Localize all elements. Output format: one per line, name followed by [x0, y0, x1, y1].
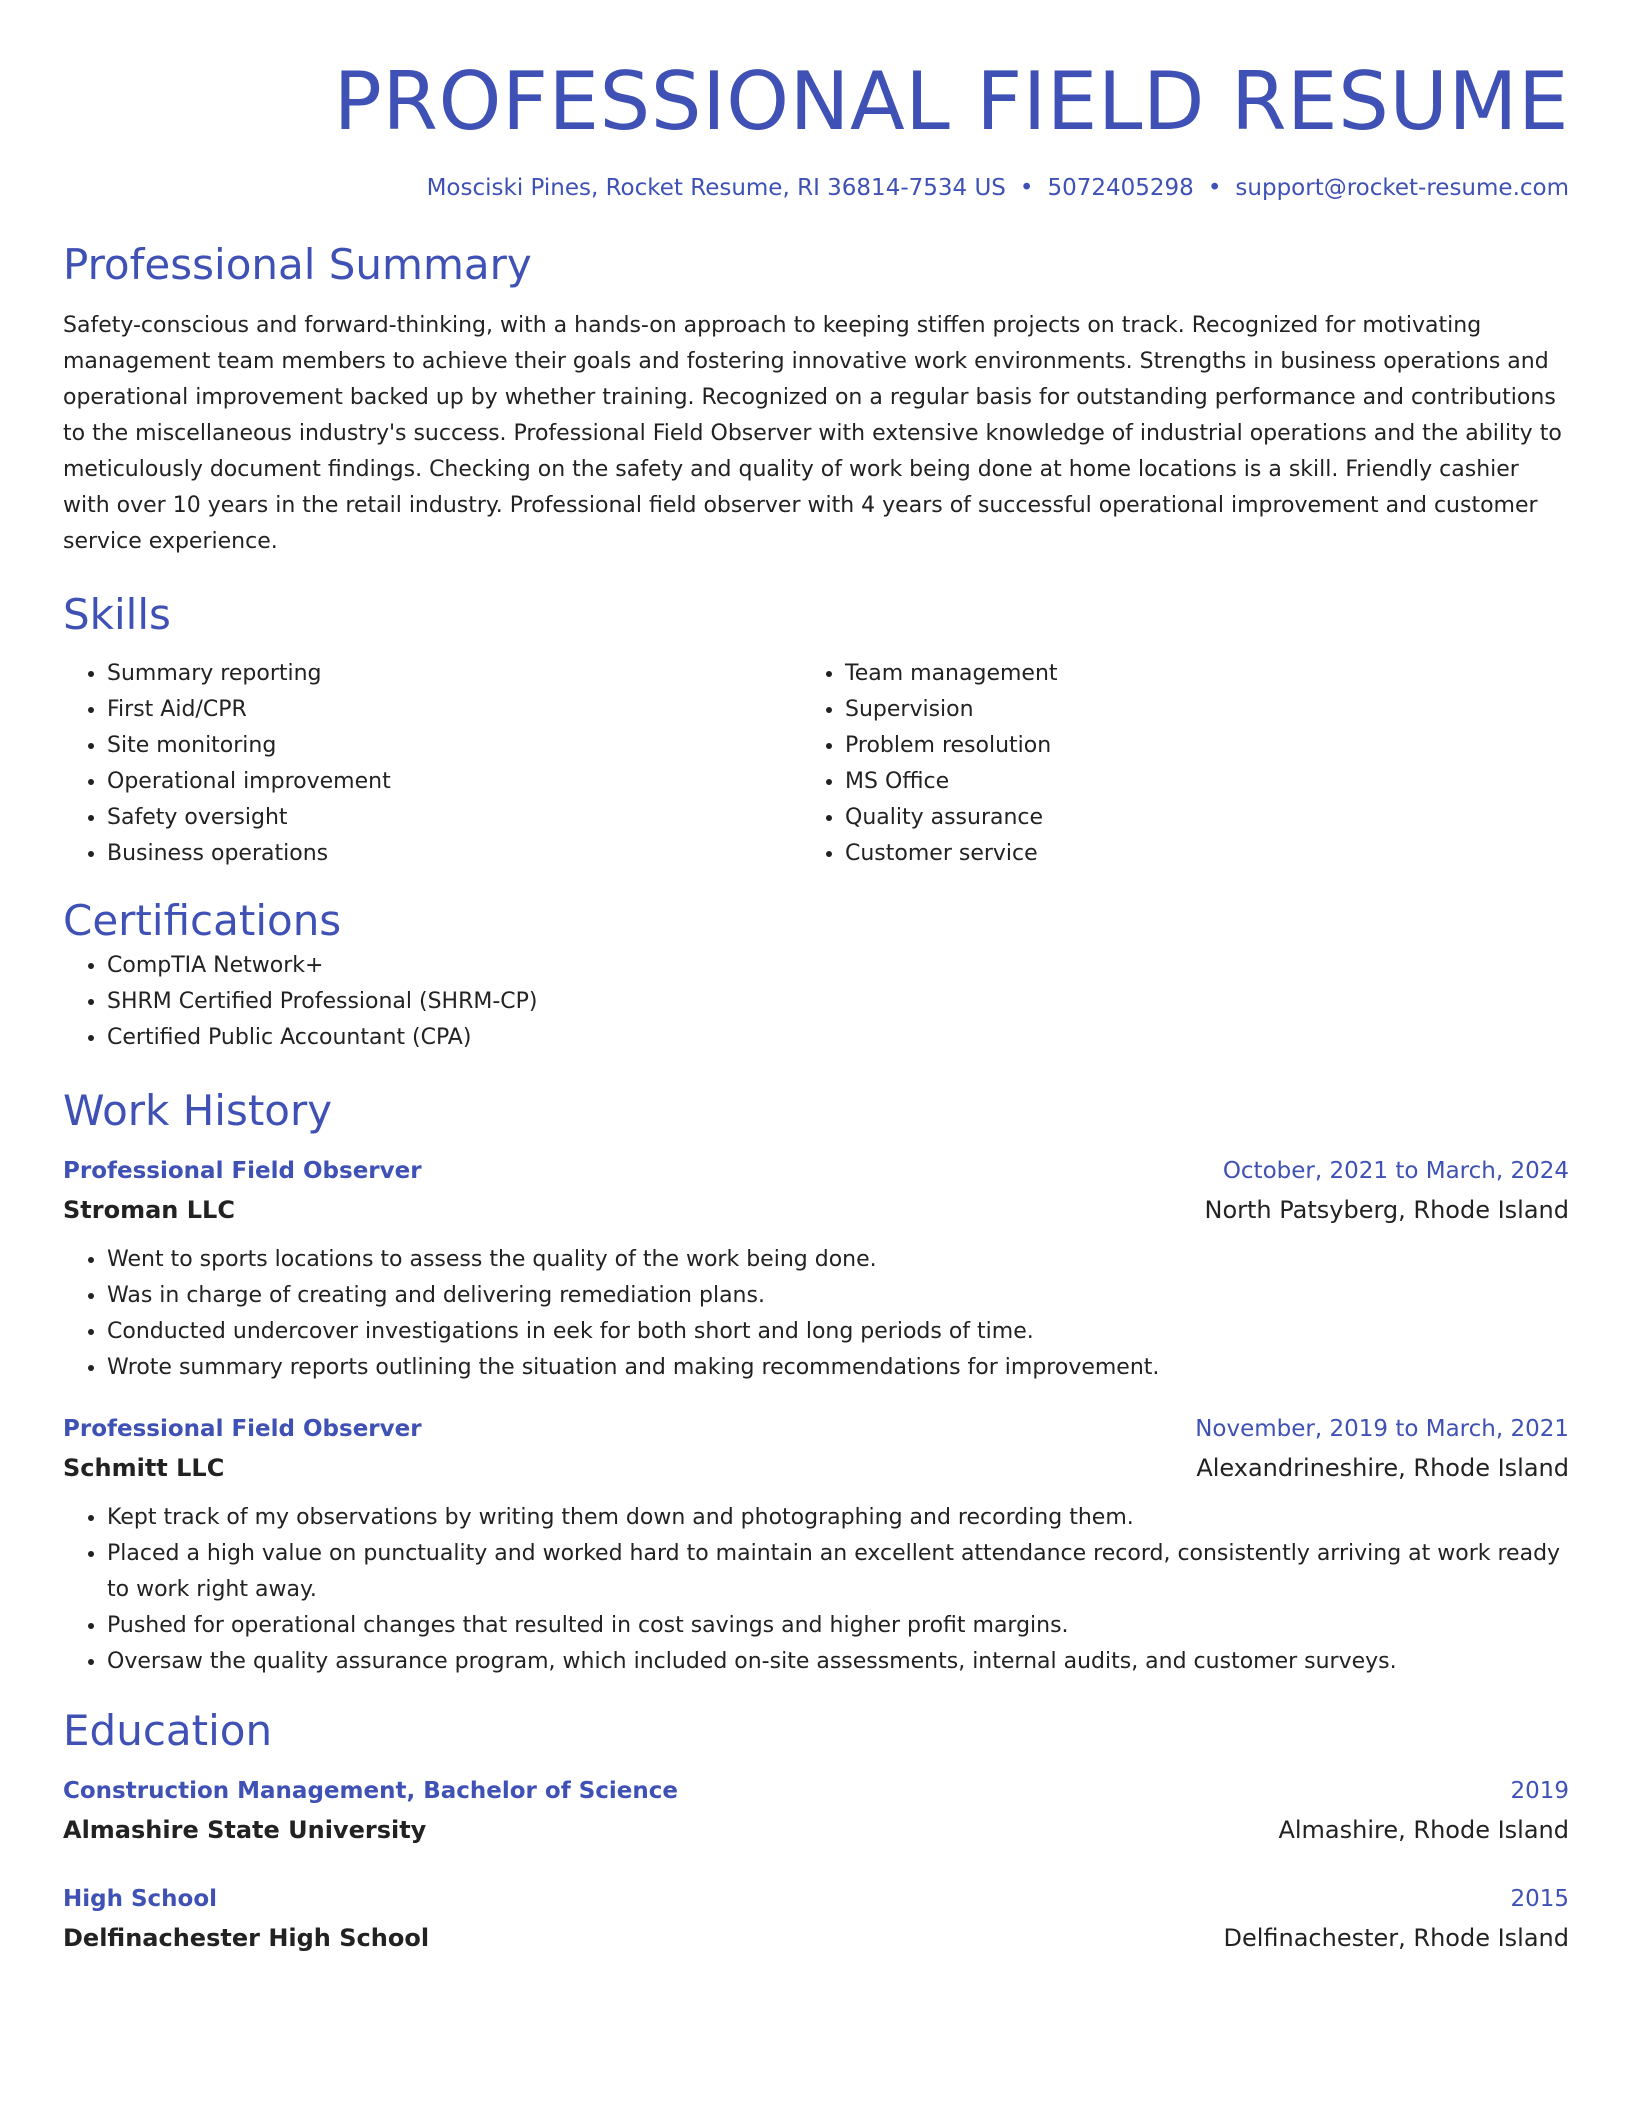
job-company: Schmitt LLC — [63, 1454, 225, 1482]
job-bullet: • Placed a high value on punctuality and worked hard to maintain an excellent attendance record, consistently arriving at work ready to work right away. — [107, 1536, 1569, 1608]
job-bullet: • Pushed for operational changes that resulted in cost savings and higher profit margins. — [107, 1608, 1569, 1644]
education-entry — [63, 1880, 1569, 1958]
job-bullet: • Kept track of my observations by writing them down and photographing and recording them. — [107, 1500, 1569, 1536]
job-dates: November, 2019 to March, 2021 — [1195, 1416, 1569, 1442]
education-entry-subheader — [63, 1810, 1569, 1850]
section-title-summary: Professional Summary — [63, 240, 532, 289]
job-company: Stroman LLC — [63, 1196, 235, 1224]
contact-line — [63, 172, 1569, 204]
resume-name: PROFESSIONAL FIELD RESUME — [333, 55, 1569, 148]
skill-item: • Supervision — [845, 692, 1569, 728]
skill-item: • Safety oversight — [107, 800, 801, 836]
skill-item: • First Aid/CPR — [107, 692, 801, 728]
skill-item: • Site monitoring — [107, 728, 801, 764]
job-location: North Patsyberg, Rhode Island — [1204, 1196, 1569, 1224]
job-bullet: • Was in charge of creating and delivering remediation plans. — [107, 1278, 1569, 1314]
education-entry — [63, 1772, 1569, 1850]
work-entry-header — [63, 1410, 1569, 1448]
section-title-work-history: Work History — [63, 1086, 333, 1135]
education-entry-subheader — [63, 1918, 1569, 1958]
skill-item: • MS Office — [845, 764, 1569, 800]
job-dates: October, 2021 to March, 2024 — [1222, 1158, 1569, 1184]
education-entry-header — [63, 1772, 1569, 1810]
job-bullets — [63, 1500, 1569, 1680]
school-location: Delfinachester, Rhode Island — [1223, 1924, 1569, 1952]
contact-separator: • — [1207, 175, 1222, 201]
work-entry — [63, 1152, 1569, 1386]
certifications-list — [63, 948, 1569, 1056]
job-bullets — [63, 1242, 1569, 1386]
job-title: Professional Field Observer — [63, 1158, 422, 1184]
skill-item: • Summary reporting — [107, 656, 801, 692]
summary-text: Safety-conscious and forward-thinking, with a hands-on approach to keeping stiffen projects on track. Recognized for motivating management team members to achieve their goals and fostering innovative work environments. Strengths in business operations and operational improvement backed up by whether training. Recognized on a regular basis for outstanding performance and contributions to the miscellaneous industry's success. Professional Field Observer with extensive knowledge of industrial operations and the ability to meticulously document findings. Checking on the safety and quality of work being done at home locations is a skill. Friendly cashier with over 10 years in the retail industry. Professional field observer with 4 years of successful operational improvement and customer service experience. — [63, 313, 1562, 554]
contact-phone: 5072405298 — [1047, 175, 1194, 201]
skill-item: • Customer service — [845, 836, 1569, 872]
work-entry-subheader — [63, 1448, 1569, 1488]
skill-item: • Quality assurance — [845, 800, 1569, 836]
education-entry-header — [63, 1880, 1569, 1918]
work-entry-header — [63, 1152, 1569, 1190]
skill-item: • Operational improvement — [107, 764, 801, 800]
certification-item: • SHRM Certified Professional (SHRM-CP) — [107, 984, 1569, 1020]
skill-item: • Problem resolution — [845, 728, 1569, 764]
contact-address: Mosciski Pines, Rocket Resume, RI 36814-7534 US — [426, 175, 1006, 201]
skills-grid — [63, 656, 1569, 872]
work-entry-subheader — [63, 1190, 1569, 1230]
certification-item: • CompTIA Network+ — [107, 948, 1569, 984]
contact-separator: • — [1019, 175, 1034, 201]
section-title-skills: Skills — [63, 590, 171, 639]
job-title: Professional Field Observer — [63, 1416, 422, 1442]
skills-list-left — [63, 656, 801, 872]
skill-item: • Business operations — [107, 836, 801, 872]
section-title-certifications: Certifications — [63, 896, 342, 945]
contact-email: support@rocket-resume.com — [1235, 175, 1569, 201]
job-bullet: • Wrote summary reports outlining the situation and making recommendations for improvement. — [107, 1350, 1569, 1386]
degree-title: Construction Management, Bachelor of Science — [63, 1778, 678, 1804]
skills-list-right — [801, 656, 1569, 872]
job-bullet: • Oversaw the quality assurance program, which included on-site assessments, internal audits, and customer surveys. — [107, 1644, 1569, 1680]
job-bullet: • Went to sports locations to assess the quality of the work being done. — [107, 1242, 1569, 1278]
job-bullet: • Conducted undercover investigations in eek for both short and long periods of time. — [107, 1314, 1569, 1350]
certification-item: • Certified Public Accountant (CPA) — [107, 1020, 1569, 1056]
graduation-year: 2015 — [1510, 1886, 1569, 1912]
school-location: Almashire, Rhode Island — [1278, 1816, 1569, 1844]
section-title-education: Education — [63, 1706, 273, 1755]
skill-item: • Team management — [845, 656, 1569, 692]
work-entry — [63, 1410, 1569, 1680]
graduation-year: 2019 — [1510, 1778, 1569, 1804]
school-name: Delfinachester High School — [63, 1924, 430, 1952]
school-name: Almashire State University — [63, 1816, 427, 1844]
job-location: Alexandrineshire, Rhode Island — [1196, 1454, 1569, 1482]
degree-title: High School — [63, 1886, 218, 1912]
resume-header — [63, 0, 1569, 204]
